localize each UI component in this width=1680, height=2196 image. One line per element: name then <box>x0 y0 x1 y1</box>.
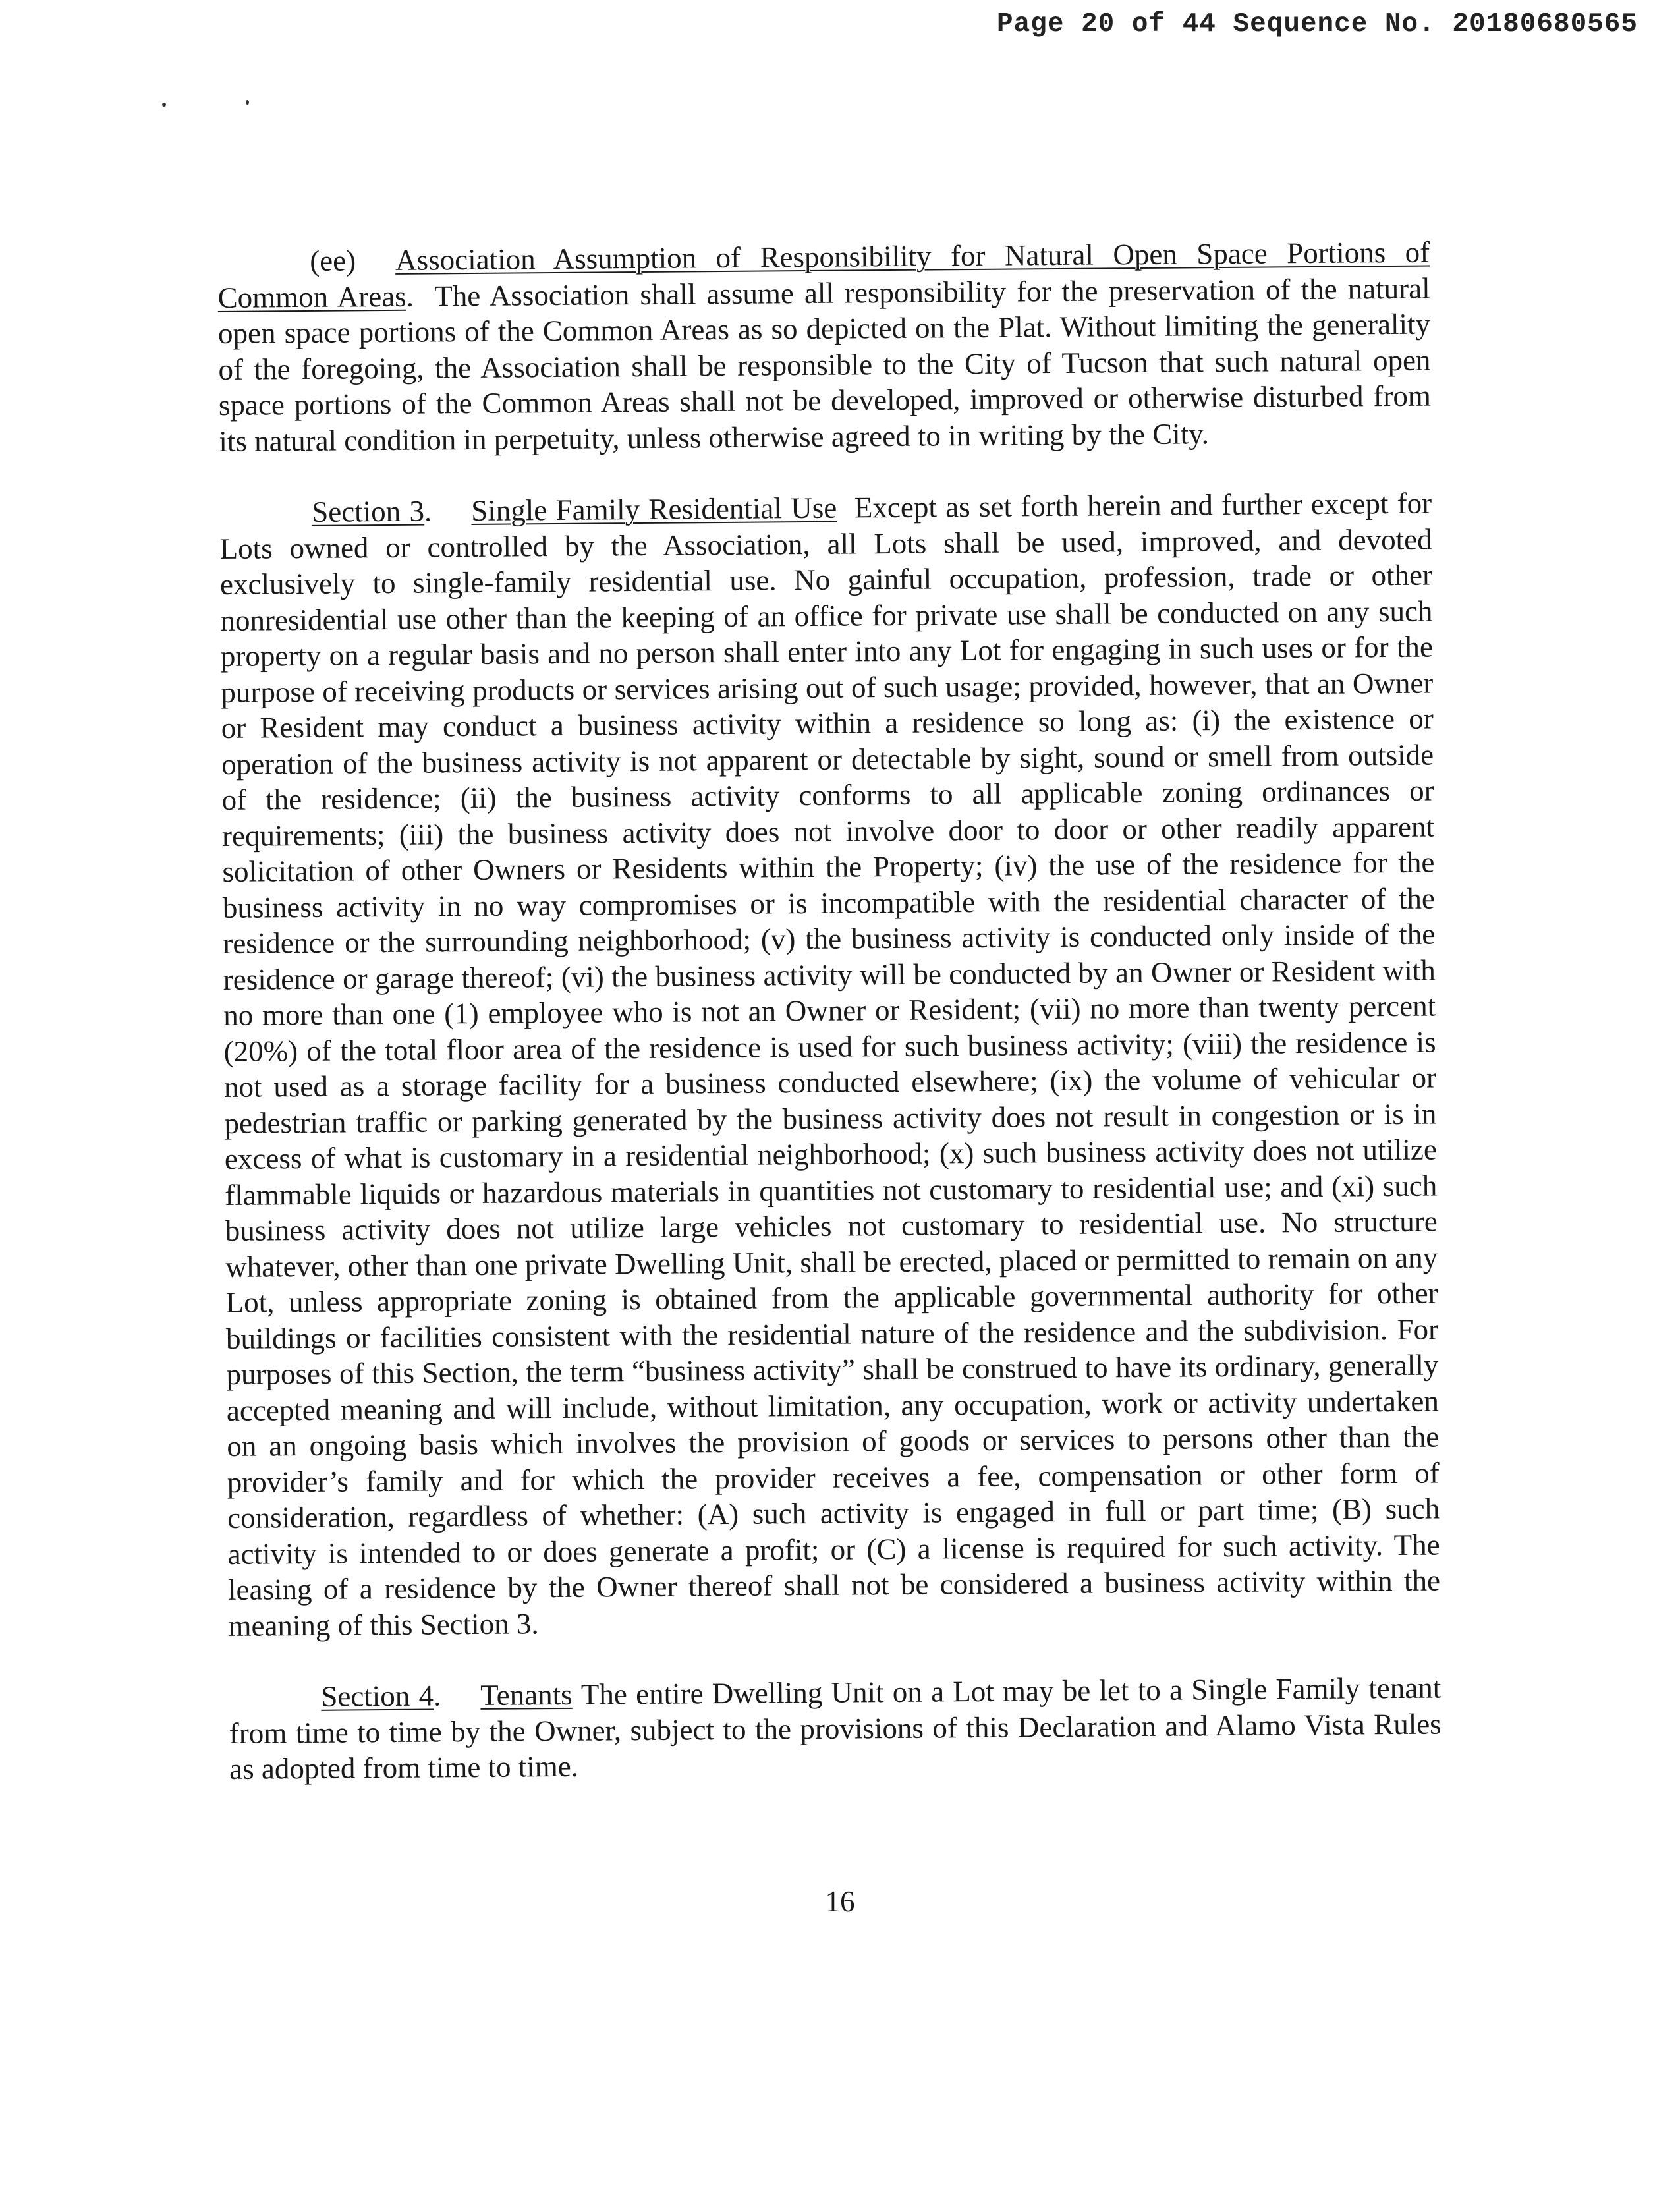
paragraph-heading: Association Assumption of Responsibility for Natural Open Space Portions of Common Areas <box>217 235 1430 314</box>
page-number: 16 <box>825 1885 855 1918</box>
paragraph-label: (ee) <box>310 244 356 277</box>
paragraph-text: The Association shall assume all responsibility for the preservation of the natural open space portions of the Common Areas as so depicted on the Plat. Without limiting the generality of the foregoing, the Association shall be responsible to the City of Tucson that such natural open space portions of the Common Areas shall not be developed, improved or otherwise disturbed from its natural condition in perpetuity, unless otherwise agreed to in writing by the City. <box>217 271 1432 458</box>
section-heading: Single Family Residential Use <box>471 491 837 527</box>
scan-speck <box>246 100 249 105</box>
section-3: Section 3. Single Family Residential Use Except as set forth herein and further except for Lots owned or controlled by the Association, all Lots shall be used, improved, and devoted exclusively to single-family residential use. No gainful occupation, profession, trade or other nonresidential use other than the keeping of an office for private use shall be conducted on any such property on a regular basis and no person shall enter into any Lot for engaging in such uses or for the purpose of receiving products or services arising out of such usage; provided, however, that an Owner or Resident may conduct a business activity within a residence so long as: (i) the existence or operation of the business activity is not apparent or detectable by sight, sound or smell from outside of the residence; (ii) the business activity conforms to all applicable zoning ordinances or requirements; (iii) the business activity does not involve door to door or other readily apparent solicitation of other Owners or Residents within the Property; (iv) the use of the residence for the business activity in no way compromises or is incompatible with the residential character of the residence or the surrounding neighborhood; (v) the business activity is conducted only inside of the residence or garage thereof; (vi) the business activity will be conducted by an Owner or Resident with no more than one (1) employee who is not an Owner or Resident; (vii) no more than twenty percent (20%) of the total floor area of the residence is used for such business activity; (viii) the residence is not used as a storage facility for a business conducted elsewhere; (ix) the volume of vehicular or pedestrian traffic or parking generated by the business activity does not result in congestion or is in excess of what is customary in a residential neighborhood; (x) such business activity does not utilize flammable liquids or hazardous materials in quantities not customary to residential use; and (xi) such business activity does not utilize large vehicles not customary to residential use. No structure whatever, other than one private Dwelling Unit, shall be erected, placed or permitted to remain on any Lot, unless appropriate zoning is obtained from the applicable governmental authority for other buildings or facilities consistent with the residential nature of the residence and the subdivision. For purposes of this Section, the term “business activity” shall be construed to have its ordinary, generally accepted meaning and will include, without limitation, any occupation, work or activity undertaken on an ongoing basis which involves the provision of goods or services to persons other than the provider’s family and for which the provider receives a fee, compensation or other form of consideration, regardless of whether: (A) such activity is engaged in full or part time; (B) such activity is intended to or does generate a profit; or (C) a license is required for such activity. The leasing of a residence by the Owner thereof shall not be considered a business activity within the meaning of this Section 3. <box>219 486 1441 1643</box>
document-body <box>217 235 1442 1823</box>
section-4: Section 4. Tenants The entire Dwelling Unit on a Lot may be let to a Single Family tenant from time to time by the Owner, subject to the provisions of this Declaration and Alamo Vista Rules as adopted from time to time. <box>229 1671 1442 1786</box>
page-sequence-stamp: Page 20 of 44 Sequence No. 20180680565 <box>997 9 1638 40</box>
section-text: Except as set forth herein and further except for Lots owned or controlled by the Association, all Lots shall be used, improved, and devoted exclusively to single-family residential use. No gainful occupation, profession, trade or other nonresidential use other than the keeping of an office for private use shall be conducted on any such property on a regular basis and no person shall enter into any Lot for engaging in such uses or for the purpose of receiving products or services arising out of such usage; provided, however, that an Owner or Resident may conduct a business activity within a residence so long as: (i) the existence or operation of the business activity is not apparent or detectable by sight, sound or smell from outside of the residence; (ii) the business activity conforms to all applicable zoning ordinances or requirements; (iii) the business activity does not involve door to door or other readily apparent solicitation of other Owners or Residents within the Property; (iv) the use of the residence for the business activity in no way compromises or is incompatible with the residential character of the residence or the surrounding neighborhood; (v) the business activity is conducted only inside of the residence or garage thereof; (vi) the business activity will be conducted by an Owner or Resident with no more than one (1) employee who is not an Owner or Resident; (vii) no more than twenty percent (20%) of the total floor area of the residence is used for such business activity; (viii) the residence is not used as a storage facility for a business conducted elsewhere; (ix) the volume of vehicular or pedestrian traffic or parking generated by the business activity does not result in congestion or is in excess of what is customary in a residential neighborhood; (x) such business activity does not utilize flammable liquids or hazardous materials in quantities not customary to residential use; and (xi) such business activity does not utilize large vehicles not customary to residential use. No structure whatever, other than one private Dwelling Unit, shall be erected, placed or permitted to remain on any Lot, unless appropriate zoning is obtained from the applicable governmental authority for other buildings or facilities consistent with the residential nature of the residence and the subdivision. For purposes of this Section, the term “business activity” shall be construed to have its ordinary, generally accepted meaning and will include, without limitation, any occupation, work or activity undertaken on an ongoing basis which involves the provision of goods or services to persons other than the provider’s family and for which the provider receives a fee, compensation or other form of consideration, regardless of whether: (A) such activity is engaged in full or part time; (B) such activity is intended to or does generate a profit; or (C) a license is required for such activity. The leasing of a residence by the Owner thereof shall not be considered a business activity within the meaning of this Section 3. <box>219 486 1441 1643</box>
section-heading: Tenants <box>480 1677 573 1712</box>
paragraph-ee: (ee) Association Assumption of Responsibility for Natural Open Space Portions of Common Areas. The Association shall assume all responsibility for the preservation of the natural open space portions of the Common Areas as so depicted on the Plat. Without limiting the generality of the foregoing, the Association shall be responsible to the City of Tucson that such natural open space portions of the Common Areas shall not be developed, improved or otherwise disturbed from its natural condition in perpetuity, unless otherwise agreed to in writing by the City. <box>217 235 1432 458</box>
section-text: The entire Dwelling Unit on a Lot may be let to a Single Family tenant from time to time by the Owner, subject to the provisions of this Declaration and Alamo Vista Rules as adopted from time to time. <box>229 1671 1442 1786</box>
section-label: Section 3 <box>312 494 425 528</box>
scan-speck <box>162 103 166 107</box>
section-label: Section 4 <box>321 1679 434 1713</box>
